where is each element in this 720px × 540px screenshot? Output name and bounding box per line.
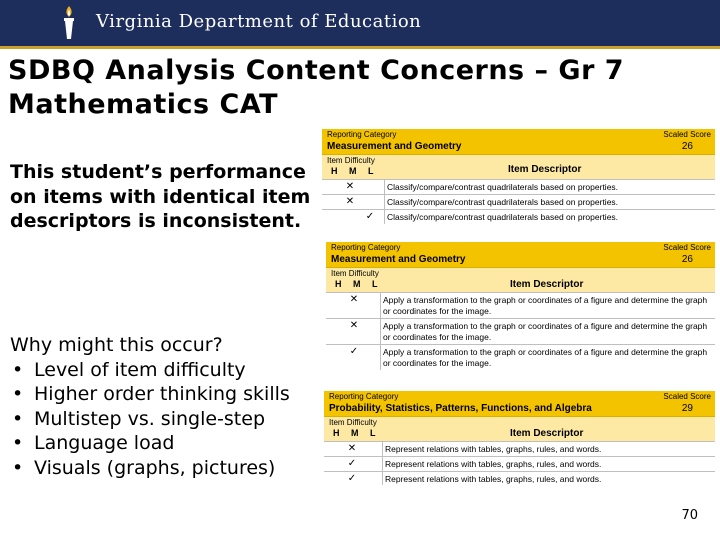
- report-table-1: [322, 129, 715, 224]
- table-row: [326, 344, 715, 370]
- slide-title: SDBQ Analysis Content Concerns – Gr 7 Mathematics CAT: [8, 55, 625, 120]
- torch-logo-icon: [58, 4, 80, 42]
- item-descriptor: Apply a transformation to the graph or coordinates of a figure and determine the graph or coordinates for the image.: [380, 293, 715, 318]
- banner-stripe: [0, 46, 720, 49]
- statement-text: This student’s performance on items with identical item descriptors is inconsistent.: [10, 161, 311, 232]
- level-low-label: L: [370, 428, 376, 438]
- scaled-score-label: Scaled Score: [663, 392, 711, 401]
- scaled-score: 29: [681, 403, 693, 414]
- reporting-category-label: Reporting Category: [331, 243, 401, 252]
- org-name: Virginia Department of Education: [96, 11, 422, 32]
- reporting-category-label: Reporting Category: [327, 130, 397, 139]
- level-high-label: H: [335, 279, 342, 289]
- table-row: [324, 456, 715, 471]
- scaled-score: 26: [681, 141, 693, 152]
- report-header: [326, 242, 715, 267]
- item-descriptor: Apply a transformation to the graph or coordinates of a figure and determine the graph or coordinates for the image.: [380, 345, 715, 370]
- item-difficulty-label: Item Difficulty: [329, 418, 377, 427]
- difficulty-header: [326, 267, 715, 292]
- page-number: 70: [681, 508, 698, 523]
- report-table-2: [326, 242, 715, 370]
- reason-item: • Language load: [10, 431, 330, 456]
- item-descriptor-label: Item Descriptor: [510, 279, 584, 290]
- incorrect-icon: ✕: [349, 320, 359, 331]
- correct-icon: ✓: [349, 346, 359, 357]
- item-descriptor: Represent relations with tables, graphs, rules, and words.: [382, 472, 715, 485]
- table-row: [322, 179, 715, 194]
- level-medium-label: M: [353, 279, 361, 289]
- item-descriptor: Classify/compare/contrast quadrilaterals based on properties.: [384, 195, 715, 209]
- reasons-list: [10, 358, 330, 481]
- reason-item: • Multistep vs. single-step: [10, 407, 330, 432]
- table-row: [326, 292, 715, 318]
- level-high-label: H: [331, 166, 338, 176]
- scaled-score-label: Scaled Score: [663, 243, 711, 252]
- report-header: [324, 391, 715, 416]
- category-name: Measurement and Geometry: [331, 254, 466, 265]
- report-table-3: [324, 391, 715, 485]
- reason-item: • Visuals (graphs, pictures): [10, 456, 330, 481]
- question-text: Why might this occur?: [10, 334, 223, 356]
- incorrect-icon: ✕: [345, 196, 355, 207]
- level-low-label: L: [368, 166, 374, 176]
- header-banner: [0, 0, 720, 46]
- correct-icon: ✓: [347, 473, 357, 484]
- table-row: [324, 441, 715, 456]
- incorrect-icon: ✕: [349, 294, 359, 305]
- difficulty-header: [322, 154, 715, 179]
- category-name: Measurement and Geometry: [327, 141, 462, 152]
- level-medium-label: M: [349, 166, 357, 176]
- item-descriptor: Classify/compare/contrast quadrilaterals based on properties.: [384, 180, 715, 194]
- report-rows: [322, 179, 715, 224]
- level-low-label: L: [372, 279, 378, 289]
- category-name: Probability, Statistics, Patterns, Functions, and Algebra: [329, 403, 592, 414]
- item-difficulty-label: Item Difficulty: [331, 269, 379, 278]
- item-difficulty-label: Item Difficulty: [327, 156, 375, 165]
- scaled-score: 26: [681, 254, 693, 265]
- reason-item: • Level of item difficulty: [10, 358, 330, 383]
- report-rows: [326, 292, 715, 370]
- incorrect-icon: ✕: [345, 181, 355, 192]
- reason-item: • Higher order thinking skills: [10, 382, 330, 407]
- table-row: [324, 471, 715, 485]
- incorrect-icon: ✕: [347, 443, 357, 454]
- item-descriptor: Represent relations with tables, graphs, rules, and words.: [382, 442, 715, 456]
- level-medium-label: M: [351, 428, 359, 438]
- report-header: [322, 129, 715, 154]
- scaled-score-label: Scaled Score: [663, 130, 711, 139]
- reasons-block: [10, 333, 330, 480]
- item-descriptor: Classify/compare/contrast quadrilaterals based on properties.: [384, 210, 715, 224]
- item-descriptor-label: Item Descriptor: [510, 428, 584, 439]
- item-descriptor: Represent relations with tables, graphs, rules, and words.: [382, 457, 715, 471]
- difficulty-header: [324, 416, 715, 441]
- item-descriptor: Apply a transformation to the graph or coordinates of a figure and determine the graph or coordinates for the image.: [380, 319, 715, 344]
- table-row: [322, 194, 715, 209]
- item-descriptor-label: Item Descriptor: [508, 164, 582, 175]
- correct-icon: ✓: [347, 458, 357, 469]
- table-row: [326, 318, 715, 344]
- level-high-label: H: [333, 428, 340, 438]
- reporting-category-label: Reporting Category: [329, 392, 399, 401]
- report-rows: [324, 441, 715, 485]
- table-row: [322, 209, 715, 224]
- correct-icon: ✓: [365, 211, 375, 222]
